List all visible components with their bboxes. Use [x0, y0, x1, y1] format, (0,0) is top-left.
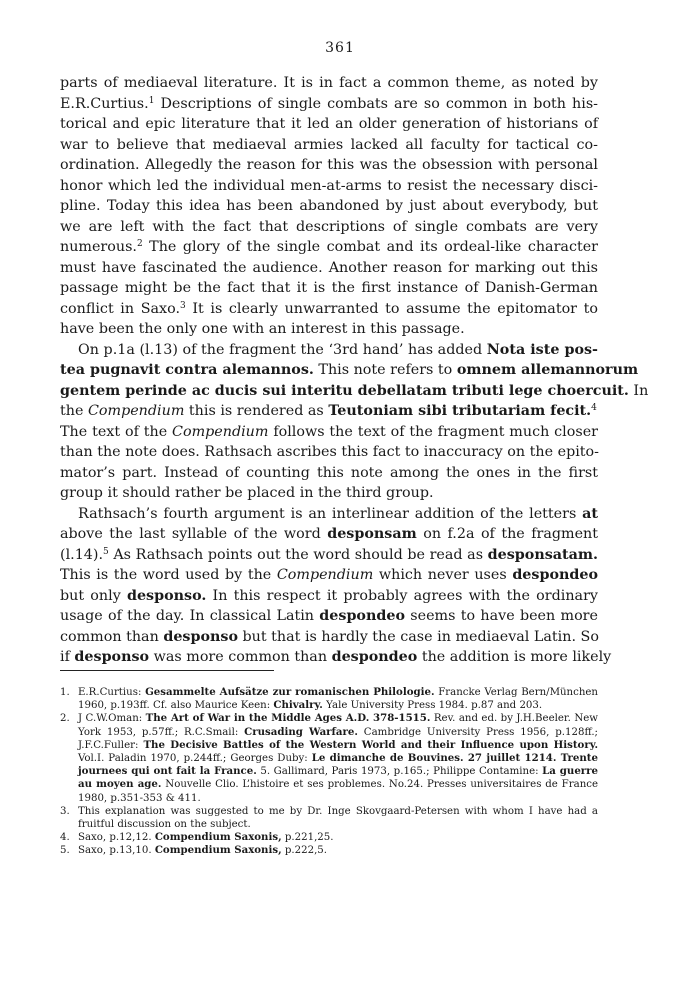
text-segment: than the note does. Rathsach ascribes this fact to inaccuracy on the epito-	[60, 444, 599, 460]
text-segment: we are left with the fact that descriptions of single combats are very	[60, 218, 598, 235]
text-segment: The Art of War in the Middle Ages A.D. 378-1515.	[145, 712, 431, 725]
text-line	[60, 196, 598, 217]
text-segment: Nouvelle Clio. L’histoire et ses problemes. No.24. Presses universitaires de France 1980, p.351-353 & 411.	[78, 779, 598, 804]
text-segment: Crusading Warfare.	[244, 725, 358, 738]
text-line	[60, 565, 598, 586]
footnotes	[60, 686, 598, 858]
text-line	[60, 381, 649, 402]
text-segment: torical and epic literature that it led an older generation of historians of	[60, 116, 598, 132]
text-line	[60, 258, 598, 279]
footnote-number: 3.	[60, 805, 70, 817]
text-segment: despondeo	[331, 649, 418, 665]
text-segment: Nota iste pos-	[486, 341, 598, 358]
text-line	[60, 73, 598, 94]
text-segment: Compendium	[276, 567, 374, 583]
text-segment: desponso	[74, 649, 150, 665]
footnote	[60, 686, 598, 712]
text-segment: conflict in Saxo.	[60, 300, 180, 317]
footnote	[60, 805, 598, 831]
text-line	[60, 94, 598, 115]
text-segment: desponso	[163, 628, 238, 645]
footnote	[60, 712, 598, 804]
text-line	[60, 237, 598, 258]
text-segment: This note refers to	[313, 362, 457, 378]
footnote-ref: 2	[136, 239, 143, 249]
text-line	[60, 606, 598, 627]
text-segment: Saxo, p.13,10.	[78, 845, 155, 857]
text-line	[60, 463, 598, 484]
text-segment: pline. Today this idea has been abandoned by just about everybody, but	[60, 198, 598, 214]
text-segment: must have fascinated the audience. Another reason for marking out this	[60, 259, 598, 276]
text-segment: desponso.	[126, 587, 207, 604]
text-segment: passage might be the fact that it is the first instance of Danish-German	[60, 280, 598, 296]
text-line	[60, 504, 598, 525]
text-segment: tea pugnavit contra alemannos.	[60, 362, 314, 378]
text-line	[60, 155, 598, 176]
text-segment: follows the text of the fragment much closer	[268, 423, 598, 440]
text-segment: above the last syllable of the word	[60, 526, 328, 542]
text-segment: despondeo	[319, 608, 405, 624]
text-segment: Le dimanche de Bouvines. 27 juillet 1214. Trente journees qui ont fait la France.	[78, 752, 598, 778]
text-segment: war to believe that mediaeval armies lacked all faculty for tactical co-	[60, 136, 598, 153]
text-segment: which never uses	[373, 567, 513, 583]
footnote-number: 4.	[60, 832, 70, 844]
text-segment: Teutoniam sibi tributariam fecit.	[328, 403, 592, 419]
text-segment: the addition is more likely	[417, 649, 612, 665]
text-segment: (l.14).	[60, 546, 104, 563]
text-segment: Francke Verlag Bern/München 1960, p.193ff. Cf. also Maurice Keen:	[78, 687, 598, 712]
text-line	[60, 340, 598, 361]
text-line	[60, 114, 598, 135]
text-segment: have been the only one with an interest in this passage.	[60, 321, 465, 337]
text-segment: The Decisive Battles of the Western World and their Influence upon History.	[143, 738, 598, 751]
text-line	[60, 278, 598, 299]
text-segment: It is clearly unwarranted to assume the epitomator to	[185, 300, 598, 317]
text-line	[60, 299, 598, 320]
text-segment: despondeo	[512, 567, 599, 583]
text-segment: E.R.Curtius.	[60, 95, 149, 112]
text-segment: J C.W.Oman:	[78, 713, 146, 725]
text-segment: seems to have been more	[405, 608, 598, 624]
text-line	[60, 524, 598, 545]
footnote	[60, 831, 598, 844]
text-segment: Descriptions of single combats are so common in both his-	[154, 95, 598, 112]
text-segment: The text of the	[60, 423, 173, 440]
text-segment: was more common than	[149, 649, 332, 665]
text-segment: 5. Gallimard, Paris 1973, p.165.; Philippe Contamine:	[256, 766, 543, 778]
text-segment: Compendium	[87, 403, 185, 419]
text-segment: Cambridge University Press 1956, p.128ff.; J.F.C.Fuller:	[78, 726, 598, 751]
text-segment: gentem perinde ac ducis sui interitu debellatam tributi lege choercuit.	[60, 382, 629, 399]
text-segment: The glory of the single combat and its ordeal-like character	[142, 239, 598, 255]
text-segment: This is the word used by the	[60, 567, 277, 583]
text-line	[60, 360, 639, 381]
text-segment: Vol.I. Paladin 1970, p.244ff.; Georges Duby:	[78, 753, 312, 765]
text-segment: group it should rather be placed in the third group.	[60, 485, 434, 501]
footnote-number: 5.	[60, 845, 70, 857]
text-segment: common than	[60, 628, 164, 645]
text-line	[60, 483, 598, 504]
text-line	[60, 401, 598, 422]
text-segment: Rathsach’s fourth argument is an interlinear addition of the letters	[78, 505, 583, 522]
text-line	[60, 422, 598, 443]
text-line	[60, 319, 598, 340]
text-segment: In	[628, 382, 649, 399]
text-segment: ordination. Allegedly the reason for this was the obsession with personal	[60, 157, 598, 173]
text-segment: usage of the day. In classical Latin	[60, 608, 320, 624]
text-segment: p.222,5.	[281, 845, 328, 857]
text-segment: on f.2a of the fragment	[416, 526, 598, 542]
text-segment: Chivalry.	[273, 699, 323, 712]
text-line	[60, 627, 598, 648]
footnote-ref: 1	[148, 95, 155, 106]
text-segment: p.221,25.	[281, 832, 334, 844]
text-segment: honor which led the individual men-at-arms to resist the necessary disci-	[60, 177, 598, 194]
footnote	[60, 844, 598, 857]
text-segment: mator’s part. Instead of counting this note among the ones in the first	[60, 464, 598, 481]
text-segment: On p.1a (l.13) of the fragment the ‘3rd hand’ has added	[78, 341, 487, 358]
page-number: 361	[325, 40, 355, 56]
text-line	[60, 135, 598, 156]
footnote-ref: 4	[591, 403, 597, 413]
text-line	[60, 442, 598, 463]
footnote-ref: 3	[180, 300, 186, 311]
text-segment: at	[582, 505, 598, 522]
text-segment: La guerre au moyen age.	[78, 765, 599, 791]
text-segment: but that is hardly the case in mediaeval Latin. So	[237, 628, 599, 645]
text-segment: Saxo, p.12,12.	[78, 832, 155, 844]
text-segment: desponsam	[327, 526, 417, 542]
text-segment: Rev. and ed. by J.H.Beeler. New York 1953, p.57ff.; R.C.Smail:	[78, 713, 598, 738]
text-segment: this is rendered as	[184, 403, 329, 419]
text-segment: the	[60, 403, 88, 419]
footnote-number: 1.	[60, 687, 70, 698]
text-segment: This explanation was suggested to me by Dr. Inge Skovgaard-Petersen with whom I have had a fruitful discussion on the subject.	[78, 805, 598, 831]
text-segment: Compendium Saxonis,	[154, 831, 282, 844]
text-segment: In this respect it probably agrees with the ordinary	[206, 587, 598, 604]
text-line	[60, 545, 598, 566]
footnote-ref: 5	[103, 546, 109, 557]
text-segment: but only	[60, 587, 127, 604]
text-segment: desponsatam.	[487, 546, 598, 563]
text-line	[60, 217, 598, 238]
text-segment: Yale University Press 1984. p.87 and 203.	[322, 700, 543, 712]
text-segment: Compendium	[172, 423, 269, 440]
body-text	[60, 73, 649, 668]
text-segment: if	[60, 649, 75, 665]
text-line	[60, 586, 598, 607]
footnote-number: 2.	[60, 713, 70, 725]
text-segment: numerous.	[60, 239, 137, 255]
text-segment: As Rathsach points out the word should be read as	[108, 546, 488, 563]
footnote-divider	[60, 670, 274, 671]
text-line	[60, 647, 612, 668]
text-segment: E.R.Curtius:	[78, 687, 146, 698]
text-line	[60, 176, 598, 197]
text-segment: parts of mediaeval literature. It is in fact a common theme, as noted by	[60, 75, 598, 91]
text-segment: omnem allemannorum	[456, 362, 639, 378]
text-segment: Gesammelte Aufsätze zur romanischen Philologie.	[145, 686, 435, 698]
text-segment: Compendium Saxonis,	[154, 844, 282, 857]
